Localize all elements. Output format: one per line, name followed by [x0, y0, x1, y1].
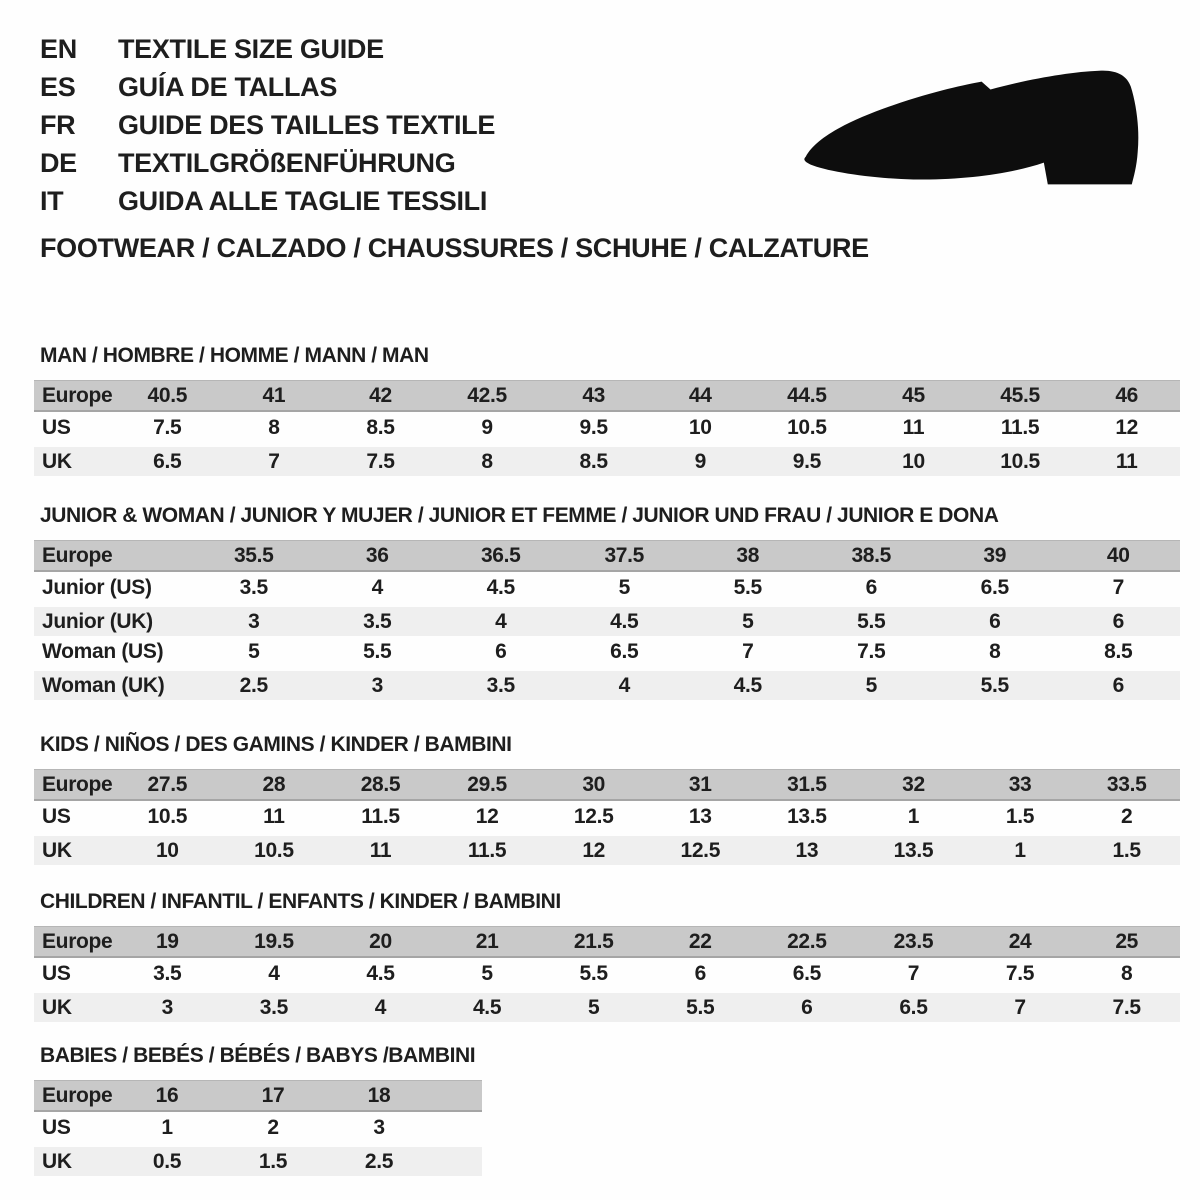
filler-cell	[432, 1111, 482, 1146]
size-cell: 30	[540, 770, 647, 801]
size-cell: 11	[263, 805, 285, 828]
size-cell: 4.5	[563, 606, 687, 637]
row-label-cell: Europe	[34, 770, 114, 801]
size-cell: 12	[540, 835, 647, 866]
table-row	[34, 1081, 482, 1112]
table-row	[34, 411, 1180, 446]
language-header	[40, 30, 495, 220]
size-cell: 29.5	[434, 770, 541, 801]
lang-row-it	[40, 182, 495, 220]
size-cell: 23.5	[860, 927, 967, 958]
lang-row-fr	[40, 106, 495, 144]
size-cell: 19	[114, 927, 221, 958]
section-kids	[34, 733, 1180, 865]
size-cell: 7.5	[153, 416, 182, 439]
size-cell: 31	[647, 770, 754, 801]
lang-code: IT	[40, 185, 64, 216]
row-label-cell: Europe	[34, 1081, 114, 1112]
size-cell: 5	[481, 962, 493, 985]
size-cell: 45.5	[967, 381, 1074, 412]
size-cell: 6.5	[114, 446, 221, 477]
table-row	[34, 446, 1180, 477]
table-row	[34, 800, 1180, 835]
size-cell: 17	[220, 1081, 326, 1112]
size-cell: 4.5	[366, 962, 395, 985]
size-cell: 10	[688, 416, 712, 439]
size-cell: 5	[618, 576, 630, 599]
size-cell: 6	[865, 576, 877, 599]
size-cell: 39	[933, 541, 1057, 572]
size-cell: 10	[114, 835, 221, 866]
table-row	[34, 927, 1180, 958]
size-cell: 7.5	[857, 640, 886, 663]
size-cell: 21.5	[540, 927, 647, 958]
size-cell: 41	[221, 381, 328, 412]
size-cell: 4	[439, 606, 563, 637]
size-table-man	[34, 380, 1180, 476]
size-cell: 11	[1073, 446, 1180, 477]
size-cell: 7.5	[1073, 992, 1180, 1023]
size-cell: 5.5	[647, 992, 754, 1023]
size-cell: 45	[860, 381, 967, 412]
lang-text: TEXTILE SIZE GUIDE	[118, 33, 384, 64]
row-label-cell: UK	[34, 992, 114, 1023]
size-cell: 8.5	[1104, 640, 1133, 663]
size-cell: 36	[316, 541, 440, 572]
size-cell: 10.5	[147, 805, 188, 828]
row-label-cell: Europe	[34, 541, 192, 572]
section-babies	[34, 1044, 1180, 1176]
size-cell: 8.5	[540, 446, 647, 477]
size-cell: 3.5	[239, 576, 268, 599]
size-cell: 10	[860, 446, 967, 477]
size-cell: 6	[754, 992, 861, 1023]
size-tables-area	[34, 344, 1180, 1176]
size-cell: 12.5	[647, 835, 754, 866]
size-cell: 20	[327, 927, 434, 958]
lang-text: GUÍA DE TALLAS	[118, 71, 338, 102]
lang-code: ES	[40, 71, 76, 102]
row-label-cell: Woman (UK)	[34, 670, 192, 701]
table-row	[34, 670, 1180, 701]
row-label-cell: US	[42, 416, 71, 439]
size-cell: 33.5	[1073, 770, 1180, 801]
filler-cell	[432, 1081, 482, 1112]
size-cell: 42.5	[434, 381, 541, 412]
size-cell: 5.5	[933, 670, 1057, 701]
size-cell: 6	[933, 606, 1057, 637]
size-cell: 11.5	[1000, 416, 1040, 439]
size-cell: 5	[810, 670, 934, 701]
size-cell: 6.5	[792, 962, 821, 985]
size-cell: 4	[327, 992, 434, 1023]
size-cell: 10.5	[787, 416, 827, 439]
size-cell: 28.5	[327, 770, 434, 801]
size-cell: 1.5	[1073, 835, 1180, 866]
size-cell: 2	[1120, 805, 1133, 828]
row-label-cell: Woman (US)	[42, 640, 164, 663]
size-cell: 6.5	[860, 992, 967, 1023]
size-cell: 4.5	[686, 670, 810, 701]
size-cell: 9.5	[754, 446, 861, 477]
size-cell: 6.5	[980, 576, 1009, 599]
size-cell: 1	[967, 835, 1074, 866]
section-title: JUNIOR & WOMAN / JUNIOR Y MUJER / JUNIOR ET FEMME / JUNIOR UND FRAU / JUNIOR E DONA	[40, 504, 999, 527]
size-cell: 4.5	[486, 576, 515, 599]
size-cell: 6	[1057, 670, 1181, 701]
row-label-cell: Junior (UK)	[34, 606, 192, 637]
size-cell: 5	[686, 606, 810, 637]
row-label-cell: Europe	[34, 381, 114, 412]
size-cell: 33	[967, 770, 1074, 801]
size-cell: 22	[647, 927, 754, 958]
size-cell: 7	[967, 992, 1074, 1023]
row-label-cell: UK	[34, 1146, 114, 1177]
table-row	[34, 381, 1180, 412]
size-cell: 18	[326, 1081, 432, 1112]
size-cell: 5.5	[810, 606, 934, 637]
size-cell: 12.5	[573, 805, 614, 828]
size-cell: 9	[647, 446, 754, 477]
size-cell: 7	[1112, 576, 1124, 599]
row-label-cell: US	[42, 805, 71, 828]
size-cell: 3	[114, 992, 221, 1023]
size-cell: 40.5	[114, 381, 221, 412]
size-cell: 7	[742, 640, 754, 663]
size-cell: 12	[1115, 416, 1139, 439]
section-title: KIDS / NIÑOS / DES GAMINS / KINDER / BAMBINI	[40, 733, 512, 756]
size-cell: 11.5	[434, 835, 541, 866]
lang-code: EN	[40, 33, 77, 64]
size-cell: 2.5	[326, 1146, 432, 1177]
size-cell: 8	[434, 446, 541, 477]
size-cell: 10.5	[967, 446, 1074, 477]
size-cell: 5	[540, 992, 647, 1023]
table-row	[34, 541, 1180, 572]
lang-text: GUIDA ALLE TAGLIE TESSILI	[118, 185, 487, 216]
size-cell: 31.5	[754, 770, 861, 801]
lang-row-es	[40, 68, 495, 106]
size-cell: 1.5	[1005, 805, 1035, 828]
size-cell: 6	[694, 962, 706, 985]
row-label-cell: Junior (US)	[42, 576, 152, 599]
size-cell: 5.5	[733, 576, 762, 599]
size-table-babies	[34, 1080, 482, 1176]
size-cell: 11.5	[361, 805, 400, 828]
size-cell: 13.5	[860, 835, 967, 866]
filler-cell	[432, 1146, 482, 1177]
size-cell: 28	[221, 770, 328, 801]
size-cell: 46	[1073, 381, 1180, 412]
size-cell: 37.5	[563, 541, 687, 572]
table-row	[34, 992, 1180, 1023]
size-cell: 8	[1120, 962, 1133, 985]
lang-row-de	[40, 144, 495, 182]
table-row	[34, 636, 1180, 670]
table-row	[34, 571, 1180, 606]
lang-text: TEXTILGRÖßENFÜHRUNG	[118, 147, 456, 178]
size-cell: 44.5	[754, 381, 861, 412]
size-cell: 8.5	[366, 416, 395, 439]
size-cell: 6	[495, 640, 507, 663]
size-cell: 36.5	[439, 541, 563, 572]
size-cell: 1	[161, 1116, 173, 1139]
row-label-cell: US	[42, 962, 71, 985]
size-cell: 4.5	[434, 992, 541, 1023]
category-line: FOOTWEAR / CALZADO / CHAUSSURES / SCHUHE / CALZATURE	[40, 233, 869, 263]
size-cell: 13.5	[787, 805, 827, 828]
size-cell: 22.5	[754, 927, 861, 958]
lang-code: DE	[40, 147, 77, 178]
row-label-cell: US	[42, 1116, 71, 1139]
size-cell: 10.5	[221, 835, 328, 866]
size-cell: 27.5	[114, 770, 221, 801]
size-cell: 5.5	[579, 962, 608, 985]
size-cell: 11	[902, 416, 925, 439]
section-children	[34, 890, 1180, 1022]
section-man	[34, 344, 1180, 476]
row-label-cell: Europe	[34, 927, 114, 958]
size-cell: 1	[907, 805, 920, 828]
size-cell: 5	[248, 640, 260, 663]
section-title: CHILDREN / INFANTIL / ENFANTS / KINDER / BAMBINI	[40, 890, 561, 913]
section-junior-woman	[34, 504, 1180, 700]
size-table-kids	[34, 769, 1180, 865]
size-cell: 9	[481, 416, 493, 439]
table-row	[34, 835, 1180, 866]
section-title: BABIES / BEBÉS / BÉBÉS / BABYS /BAMBINI	[40, 1044, 476, 1067]
size-cell: 9.5	[579, 416, 608, 439]
size-cell: 19.5	[221, 927, 328, 958]
size-cell: 2.5	[192, 670, 316, 701]
size-cell: 0.5	[114, 1146, 220, 1177]
size-cell: 4	[371, 576, 383, 599]
size-cell: 3.5	[439, 670, 563, 701]
lang-text: GUIDE DES TAILLES TEXTILE	[118, 109, 496, 140]
size-cell: 3	[192, 606, 316, 637]
size-cell: 3	[373, 1116, 385, 1139]
size-cell: 6.5	[610, 640, 639, 663]
size-cell: 7.5	[1005, 962, 1035, 985]
table-row	[34, 957, 1180, 992]
lang-code: FR	[40, 109, 76, 140]
size-cell: 4	[268, 962, 280, 985]
size-cell: 4	[563, 670, 687, 701]
size-cell: 8	[268, 416, 280, 439]
size-cell: 35.5	[192, 541, 316, 572]
size-table-children	[34, 926, 1180, 1022]
lang-row-en	[40, 30, 495, 68]
row-label-cell: UK	[34, 446, 114, 477]
section-title: MAN / HOMBRE / HOMME / MANN / MAN	[40, 344, 429, 367]
row-label-cell: UK	[34, 835, 114, 866]
shoe-icon	[782, 45, 1197, 223]
table-row	[34, 606, 1180, 637]
size-cell: 42	[327, 381, 434, 412]
table-row	[34, 770, 1180, 801]
size-cell: 8	[989, 640, 1001, 663]
size-cell: 3.5	[316, 606, 440, 637]
size-cell: 5.5	[363, 640, 392, 663]
table-row	[34, 1146, 482, 1177]
size-cell: 38	[686, 541, 810, 572]
size-cell: 3.5	[153, 962, 182, 985]
size-table-junior-woman	[34, 540, 1180, 700]
size-cell: 32	[860, 770, 967, 801]
size-cell: 38.5	[810, 541, 934, 572]
size-cell: 3.5	[221, 992, 328, 1023]
size-cell: 44	[647, 381, 754, 412]
table-row	[34, 1111, 482, 1146]
size-cell: 43	[540, 381, 647, 412]
size-cell: 16	[114, 1081, 220, 1112]
size-cell: 6	[1057, 606, 1181, 637]
size-cell: 11	[327, 835, 434, 866]
size-cell: 13	[688, 805, 712, 828]
size-cell: 7	[221, 446, 328, 477]
size-cell: 25	[1073, 927, 1180, 958]
size-cell: 3	[316, 670, 440, 701]
size-cell: 24	[967, 927, 1074, 958]
size-cell: 12	[475, 805, 499, 828]
size-cell: 40	[1057, 541, 1181, 572]
size-cell: 21	[434, 927, 541, 958]
size-cell: 13	[754, 835, 861, 866]
size-cell: 7	[907, 962, 920, 985]
size-cell: 2	[267, 1116, 279, 1139]
size-cell: 7.5	[327, 446, 434, 477]
size-cell: 1.5	[220, 1146, 326, 1177]
